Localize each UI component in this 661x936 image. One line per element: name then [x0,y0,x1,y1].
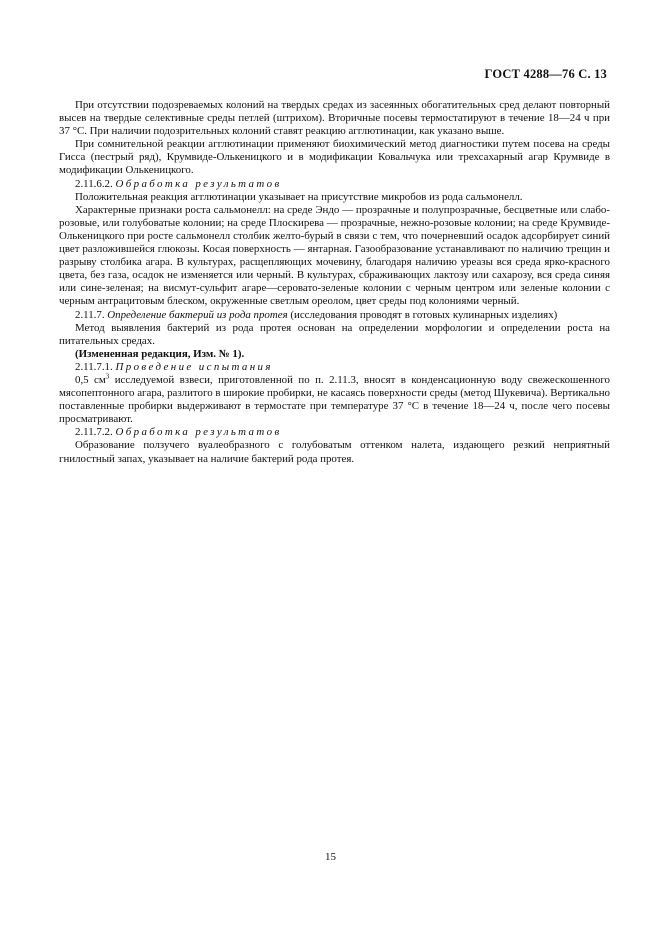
section-title: Проведение испытания [115,360,273,373]
section-number: 2.11.7.2. [75,426,113,439]
section-2-11-7-heading [59,309,610,322]
section-note: (исследования проводят в готовых кулинарных изделиях) [290,308,558,321]
paragraph-repeat-seeding: При отсутствии подозреваемых колоний на твердых средах из засеянных обогатительных сред делают повторный высев на твердые селективные среды петлей (штрихом). Вторичные посевы термостатируют в течение 18—24 ч при 37 °С. При наличии подозрительных колоний ставят реакцию агглютинации, как указано выше. [59,99,610,138]
section-title: Обработка результатов [115,426,282,439]
volume-value: 0,5 см [75,373,106,386]
paragraph-biochemical-method: При сомнительной реакции агглютинации применяют биохимический метод диагностики путем посева на среды Гисса (пестрый ряд), Крумвиде-Олькеницкого и в модификации Ковальчука или трехсахарный агар Крумвиде в модификации Олькеницкого. [59,138,610,177]
amendment-note: (Измененная редакция, Изм. № 1). [75,347,245,360]
section-number: 2.11.6.2. [75,177,113,190]
procedure-text: исследуемой взвеси, приготовленной по п. 2.11.3, вносят в конденсационную воду свежескошенного мясопептонного агара, разлитого в широкие пробирки, не касаясь поверхности среды (метод Шукевича). Вертикально поставленные пробирки выдерживают в термостате при температуре 37 °С в течение 18—24 ч, после чего посевы просматривают. [59,373,610,426]
page-header: ГОСТ 4288—76 С. 13 [484,67,607,81]
paragraph-proteus-method: Метод выявления бактерий из рода протея основан на определении морфологии и определении роста на питательных средах. [59,321,610,347]
paragraph-proteus-result: Образование ползучего вуалеобразного с голубоватым оттенком налета, издающего резкий неприятный гнилостный запах, указывает на наличие бактерий рода протея. [59,439,610,465]
section-number: 2.11.7.1. [75,360,113,373]
superscript-3: 3 [105,372,110,381]
page-number: 15 [325,851,336,863]
document-body [59,99,610,466]
section-title: Обработка результатов [115,177,282,190]
paragraph-test-procedure [59,374,610,426]
section-2-11-6-2-heading [59,178,610,191]
section-number: 2.11.7. [75,308,105,321]
section-title: Определение бактерий из рода протея [107,308,288,321]
section-2-11-7-2-heading [59,426,610,439]
section-2-11-7-1-heading [59,361,610,374]
paragraph-positive-reaction: Положительная реакция агглютинации указывает на присутствие микробов из рода сальмонелл. [75,190,523,203]
paragraph-characteristic-signs: Характерные признаки роста сальмонелл: на среде Эндо — прозрачные и полупрозрачные, бесцветные или слабо-розовые, или голубоватые колонии; на среде Плоскирева — прозрачные, нежно-розовые колонии; на среде Крумвиде-Олькеницкого при росте сальмонелл столбик желто-бурый в связи с тем, что почерневший осадок адсорбирует синий цвет разложившейся глюкозы. Косая поверхность — янтарная. Газообразование устанавливают по наличию трещин и разрыву столбика агара. В культурах, расщепляющих мочевину, благодаря наличию уреазы вся среда ярко-красного цвета, без газа, осадок не изменяется или черный. В культурах, сбраживающих лактозу или сахарозу, вся среда синяя или сине-зеленая; на висмут-сульфит агаре—серовато-зеленые колонии с черным центром или зеленые колонии с черным антрацитовым блеском, окруженные светлым ореолом, цвет среды под колониями черный. [59,203,610,308]
